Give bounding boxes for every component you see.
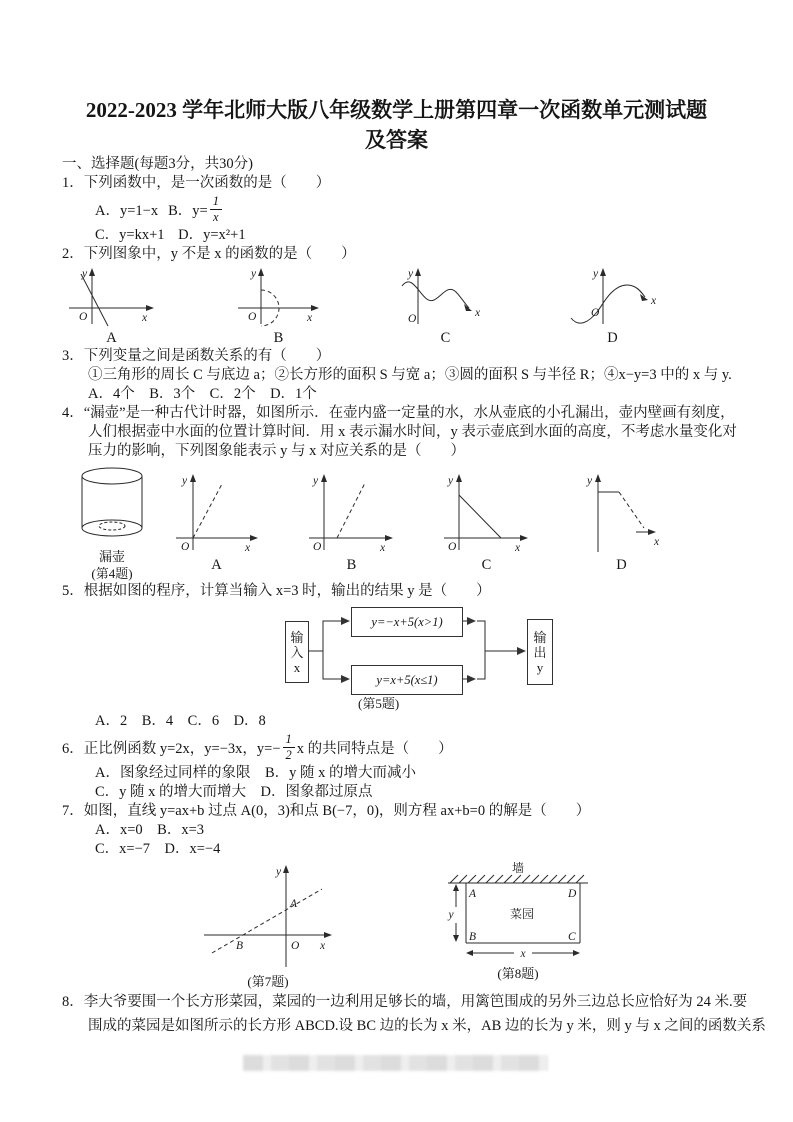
origin-label: O <box>248 311 257 323</box>
q7-figure <box>198 861 338 990</box>
page-title-line1: 2022-2023 学年北师大版八年级数学上册第四章一次函数单元测试题 <box>85 98 708 122</box>
wall-hatching <box>450 875 584 883</box>
q2-graph-c-label: C <box>440 330 451 346</box>
q1-options-cd <box>95 226 793 245</box>
fraction-numerator: 1 <box>283 733 295 748</box>
clepsydra-cylinder-figure <box>75 464 149 548</box>
q7-options-line1: A．x=0 B．x=3 <box>95 822 204 838</box>
flowchart-output-text: 输出y <box>533 629 547 675</box>
q4-clepsydra <box>75 464 149 582</box>
q1-option-a: A．y=1−x <box>95 203 159 219</box>
q7-figure-caption: (第7题) <box>247 974 289 989</box>
q4-graph-c-label: C <box>481 557 492 573</box>
q8-garden-figure <box>438 861 598 965</box>
axis-y-label: y <box>408 268 414 280</box>
q6-options-line2: C．y 随 x 的增大而增大 D．图象都过原点 <box>95 784 373 800</box>
q8-stem-line2: 围成的菜园是如图所示的长方形 ABCD.设 BC 边的长为 x 米，AB 边的长为 y 米，则 y 与 x 之间的函数关系 <box>88 1018 766 1034</box>
fraction-numerator: 1 <box>210 195 222 210</box>
q5-stem: 5．根据如图的程序，计算当输入 x=3 时，输出的结果 y 是（ ） <box>62 583 491 599</box>
q5-figure-caption: (第5题) <box>358 696 400 711</box>
q5-options: A．2 B．4 C．6 D．8 <box>95 713 266 729</box>
q7-line-graph <box>198 861 338 973</box>
corner-b-label: B <box>469 931 477 943</box>
q6-fraction <box>283 733 295 762</box>
q8-figure <box>438 861 598 982</box>
q1-stem: 1．下列函数中，是一次函数的是（ ） <box>62 175 331 191</box>
dimension-y-label: y <box>448 909 454 921</box>
q4-graph-b <box>304 470 399 574</box>
origin-label: O <box>181 541 190 553</box>
q8-stem-line1: 8．李大爷要围一个长方形菜园，菜园的一边利用足够长的墙，用篱笆围成的另外三边总长应恰好为 24 米.要 <box>62 994 748 1010</box>
axis-y-label: y <box>182 475 188 487</box>
q4-stem-line3: 压力的影响，下列图象能表示 y 与 x 对应关系的是（ ） <box>88 443 465 459</box>
q2-graph-a-figure <box>64 266 159 328</box>
page-title-line2: 及答案 <box>365 128 428 152</box>
axis-x-label: x <box>245 542 251 554</box>
q1-option-b-label: B．y= <box>168 203 208 219</box>
corner-c-label: C <box>568 931 576 943</box>
axis-y-label: y <box>82 268 88 280</box>
axis-y-label: y <box>587 475 593 487</box>
section-header: 一、选择题(每题3分，共30分) <box>62 156 253 172</box>
point-b-label: B <box>236 940 244 952</box>
q5-flowchart <box>283 605 593 695</box>
axis-x-label: x <box>651 295 657 307</box>
q1-options-ab <box>95 193 793 226</box>
dimension-x-label: x <box>520 948 526 960</box>
q2-graph-c <box>398 266 493 347</box>
axis-x-label: x <box>654 536 660 548</box>
axis-y-label: y <box>593 268 599 280</box>
q7-q8-figure-row <box>198 861 793 990</box>
q6-stem-prefix: 6．正比例函数 y=2x，y=−3x，y=− <box>62 741 281 757</box>
q6-options-line1: A．图象经过同样的象限 B．y 随 x 的增大而减小 <box>95 765 417 781</box>
axis-x-label: x <box>475 307 481 319</box>
origin-label: O <box>291 940 300 952</box>
q6-stem-suffix: x 的共同特点是（ ） <box>296 741 453 757</box>
q3-items: ①三角形的周长 C 与底边 a；②长方形的面积 S 与宽 a；③圆的面积 S 与半径 R；④x−y=3 中的 x 与 y. <box>88 367 732 383</box>
flowchart-input-box <box>285 621 309 683</box>
q4-graph-b-figure <box>304 470 399 555</box>
q2-graph-a <box>64 266 159 347</box>
q2-graph-b-label: B <box>273 330 284 346</box>
fraction-denominator: x <box>213 210 219 224</box>
axis-x-label: x <box>320 940 326 952</box>
corner-a-label: A <box>469 888 477 900</box>
q4-graph-d <box>574 470 669 574</box>
origin-label: O <box>79 311 88 323</box>
q2-graph-d-figure <box>565 266 660 328</box>
clepsydra-label: 漏壶 <box>98 549 125 564</box>
flowchart-output-box <box>527 619 553 685</box>
corner-d-label: D <box>568 888 577 900</box>
q2-graph-d <box>565 266 660 347</box>
q4-graph-a-figure <box>169 470 264 555</box>
axis-y-label: y <box>276 866 282 878</box>
origin-label: O <box>448 541 457 553</box>
q4-graph-c <box>439 470 534 574</box>
q4-graph-a <box>169 470 264 574</box>
q1-option-c: C．y=kx+1 <box>95 227 165 243</box>
q3-options: A．4个 B．3个 C．2个 D．1个 <box>88 386 317 402</box>
axis-x-label: x <box>142 312 148 324</box>
q1-option-b-fraction <box>210 195 222 224</box>
q4-figure-caption: (第4题) <box>91 566 133 581</box>
axis-x-label: x <box>380 542 386 554</box>
q4-figure-row <box>75 464 793 582</box>
q4-graph-d-label: D <box>616 557 627 573</box>
q2-graphs <box>64 266 660 347</box>
axis-x-label: x <box>515 542 521 554</box>
garden-label: 菜园 <box>510 907 535 921</box>
q4-graph-a-label: A <box>211 557 222 573</box>
axis-y-label: y <box>251 268 257 280</box>
q2-graph-a-label: A <box>106 330 117 346</box>
flowchart-branch-bottom: y=x+5(x≤1) <box>351 665 463 695</box>
q4-stem-line1: 4．“漏壶”是一种古代计时器，如图所示．在壶内盛一定量的水，水从壶底的小孔漏出，壶内壁画有刻度， <box>62 405 735 421</box>
q2-graph-c-figure <box>398 266 493 328</box>
q3-stem: 3．下列变量之间是函数关系的有（ ） <box>62 348 331 364</box>
axis-y-label: y <box>448 475 454 487</box>
q4-graph-c-figure <box>439 470 534 555</box>
q8-figure-caption: (第8题) <box>497 966 539 981</box>
q4-graph-b-label: B <box>346 557 357 573</box>
flowchart-input-text: 输入x <box>290 629 304 675</box>
origin-label: O <box>591 307 600 319</box>
point-a-label: A <box>290 898 298 910</box>
q2-graph-b <box>231 266 326 347</box>
q6-stem <box>62 731 793 764</box>
q7-stem: 7．如图，直线 y=ax+b 过点 A(0，3)和点 B(−7，0)，则方程 ax+b=0 的解是（ ） <box>62 803 591 819</box>
origin-label: O <box>313 541 322 553</box>
q4-graph-d-figure <box>574 470 669 555</box>
q2-graph-b-figure <box>231 266 326 328</box>
q7-options-line2: C．x=−7 D．x=−4 <box>95 841 221 857</box>
axis-x-label: x <box>307 312 313 324</box>
axis-y-label: y <box>313 475 319 487</box>
wall-label: 墙 <box>512 861 525 875</box>
watermark <box>243 1055 548 1071</box>
q4-stem-line2: 人们根据壶中水面的位置计算时间．用 x 表示漏水时间，y 表示壶底到水面的高度，不考虑水量变化对 <box>88 424 737 440</box>
q4-graphs <box>169 470 669 574</box>
flowchart-branch-top: y=−x+5(x>1) <box>351 607 463 637</box>
fraction-denominator: 2 <box>285 748 292 762</box>
q2-stem: 2．下列图象中，y 不是 x 的函数的是（ ） <box>62 246 356 262</box>
q1-option-d: D．y=x²+1 <box>178 227 246 243</box>
origin-label: O <box>408 313 417 325</box>
q2-graph-d-label: D <box>607 330 618 346</box>
